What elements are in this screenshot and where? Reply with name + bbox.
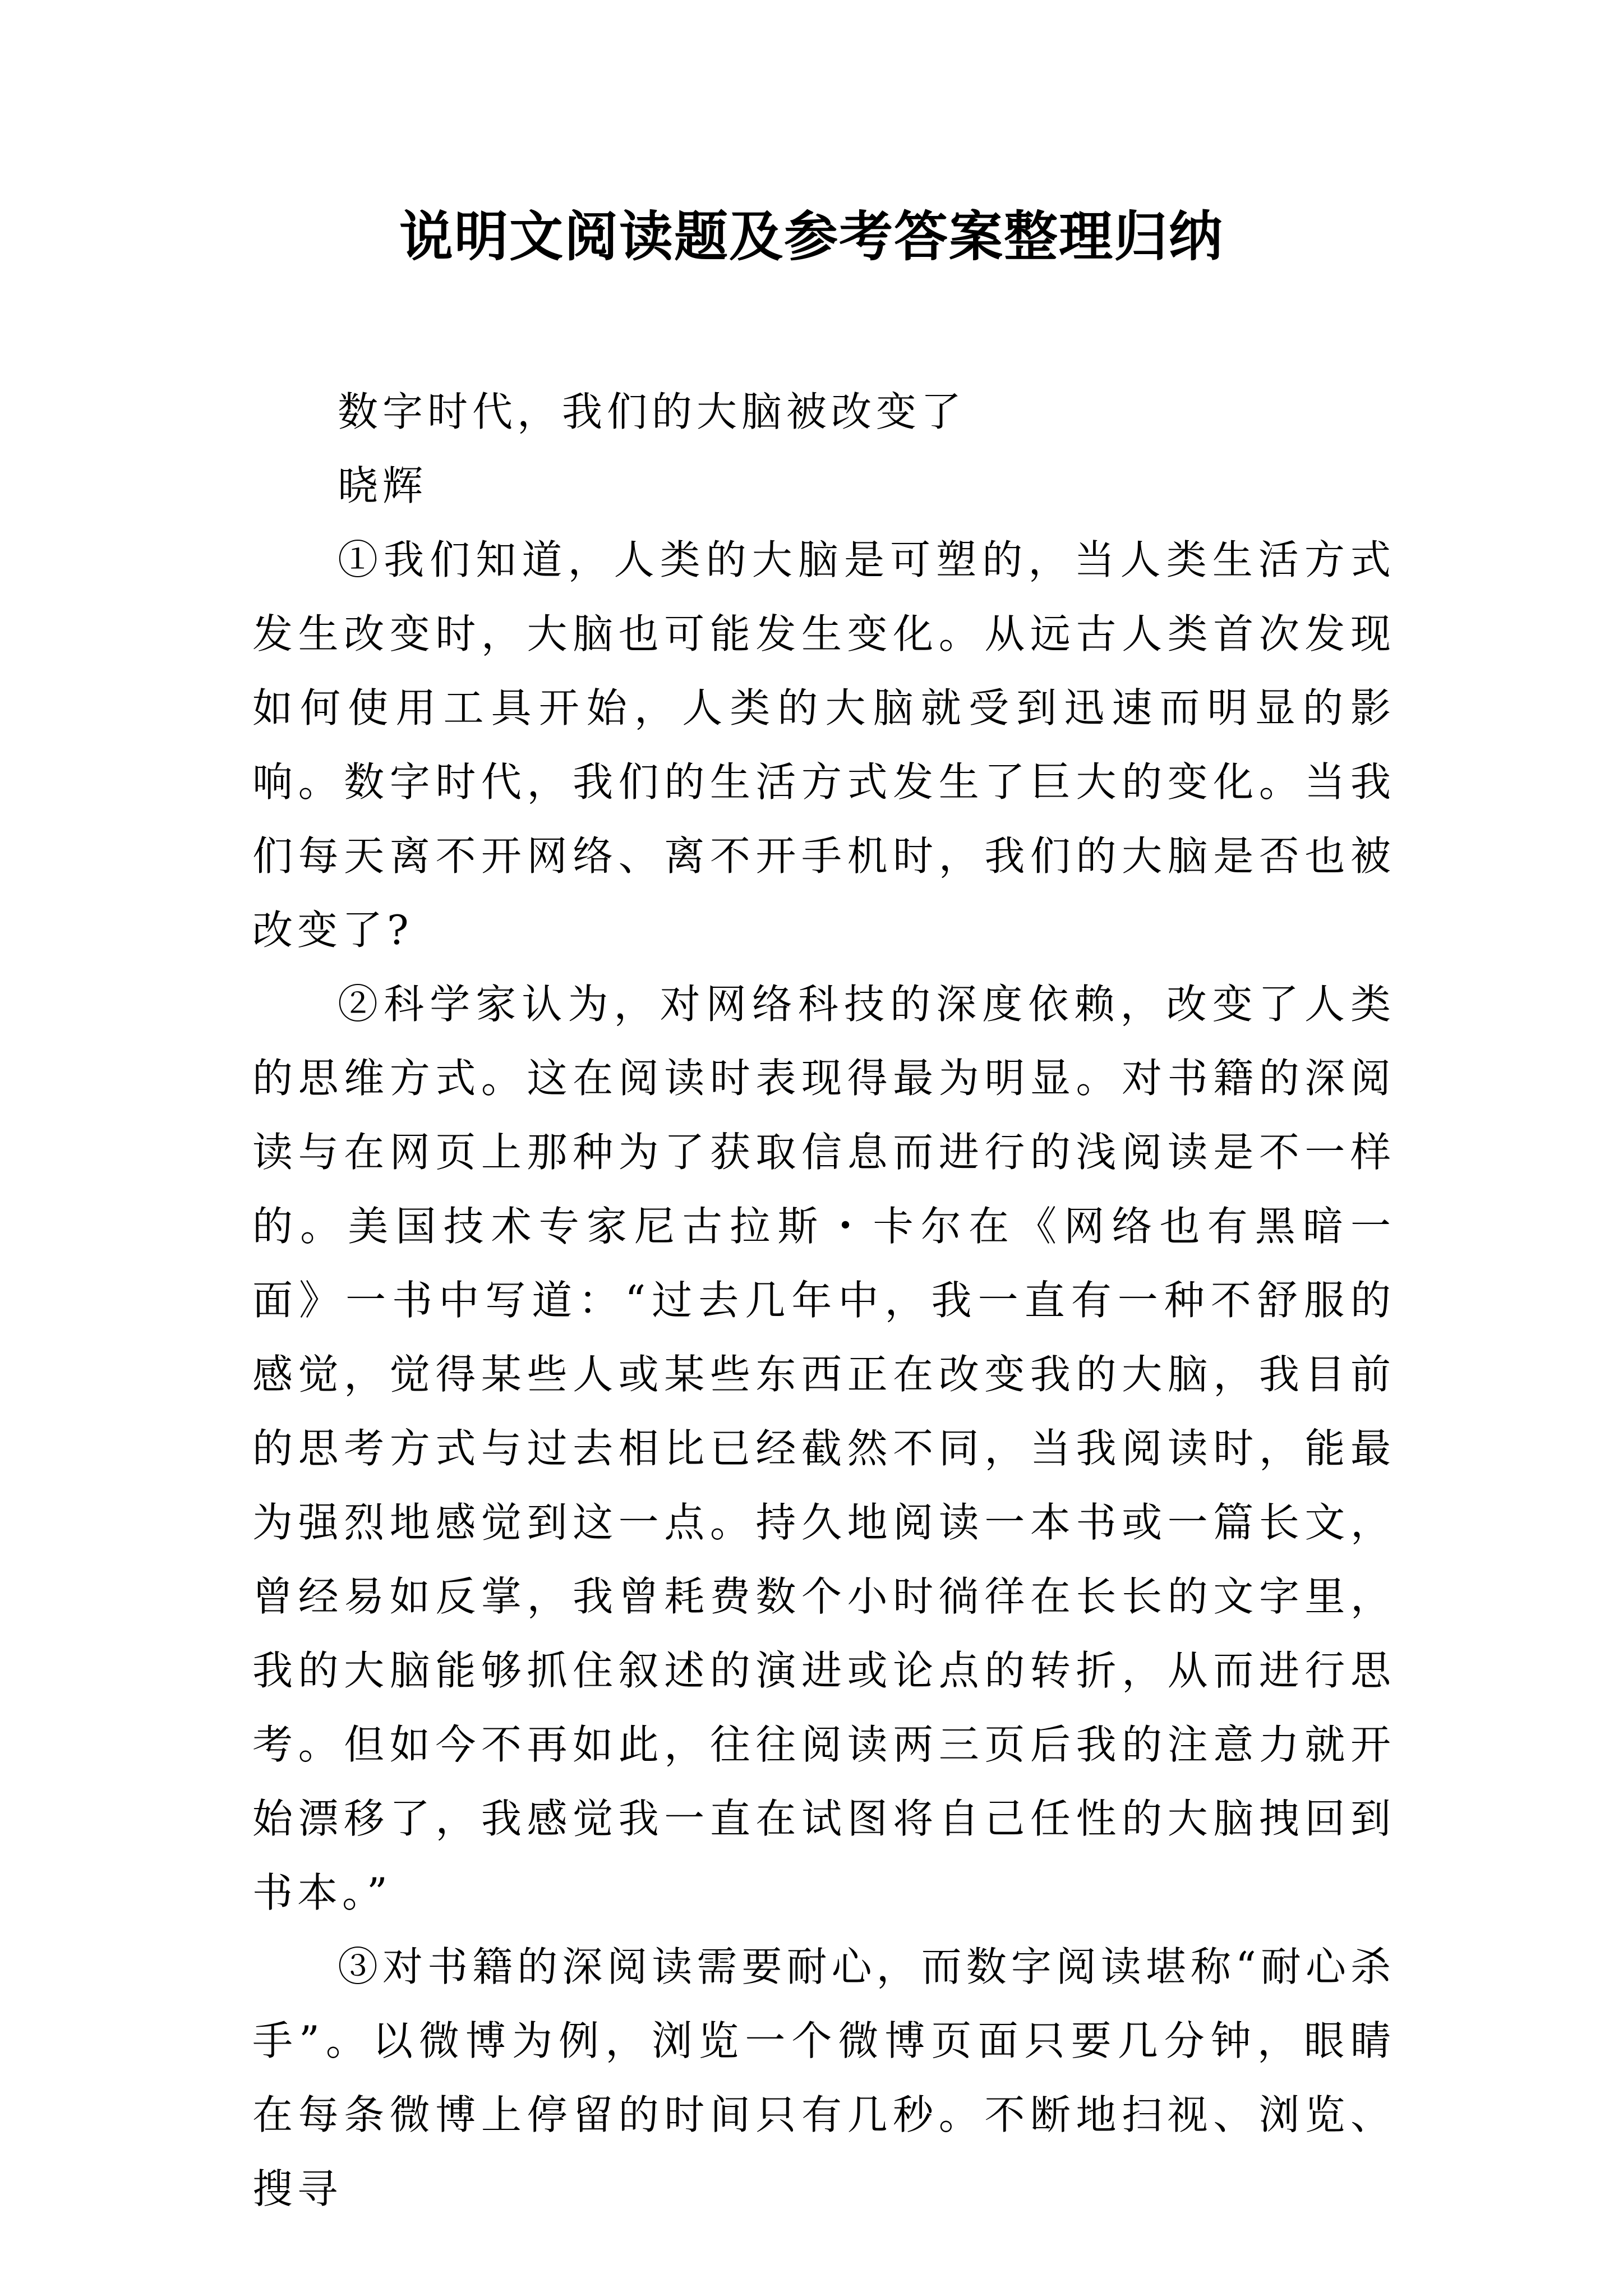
paragraph-1: ①我们知道，人类的大脑是可塑的，当人类生活方式发生改变时，大脑也可能发生变化。从远古人类首次发现如何使用工具开始，人类的大脑就受到迅速而明显的影响。数字时代，我们的生活方式发生了巨大的变化。当我们每天离不开网络、离不开手机时，我们的大脑是否也被改变了? [252,536,1395,954]
paragraph-3: ③对书籍的深阅读需要耐心，而数字阅读堪称“耐心杀手”。以微博为例，浏览一个微博页面只要几分钟，眼睛在每条微博上停留的时间只有几秒。不断地扫视、浏览、搜寻 [252,1943,1395,2212]
document-title: 说明文阅读题及参考答案整理归纳 [399,205,1224,268]
document-body [252,375,1395,2226]
article-author: 晓辉 [338,462,428,509]
article-title: 数字时代，我们的大脑被改变了 [338,388,966,435]
paragraph-2: ②科学家认为，对网络科技的深度依赖，改变了人类的思维方式。这在阅读时表现得最为明显。对书籍的深阅读与在网页上那种为了获取信息而进行的浅阅读是不一样的。美国技术专家尼古拉斯・卡尔在《网络也有黑暗一面》一书中写道：“过去几年中，我一直有一种不舒服的感觉，觉得某些人或某些东西正在改变我的大脑，我目前的思考方式与过去相比已经截然不同，当我阅读时，能最为强烈地感觉到这一点。持久地阅读一本书或一篇长文，曾经易如反掌，我曾耗费数个小时徜徉在长长的文字里，我的大脑能够抓住叙述的演进或论点的转折，从而进行思考。但如今不再如此，往往阅读两三页后我的注意力就开始漂移了，我感觉我一直在试图将自己任性的大脑拽回到书本。” [252,981,1395,1916]
